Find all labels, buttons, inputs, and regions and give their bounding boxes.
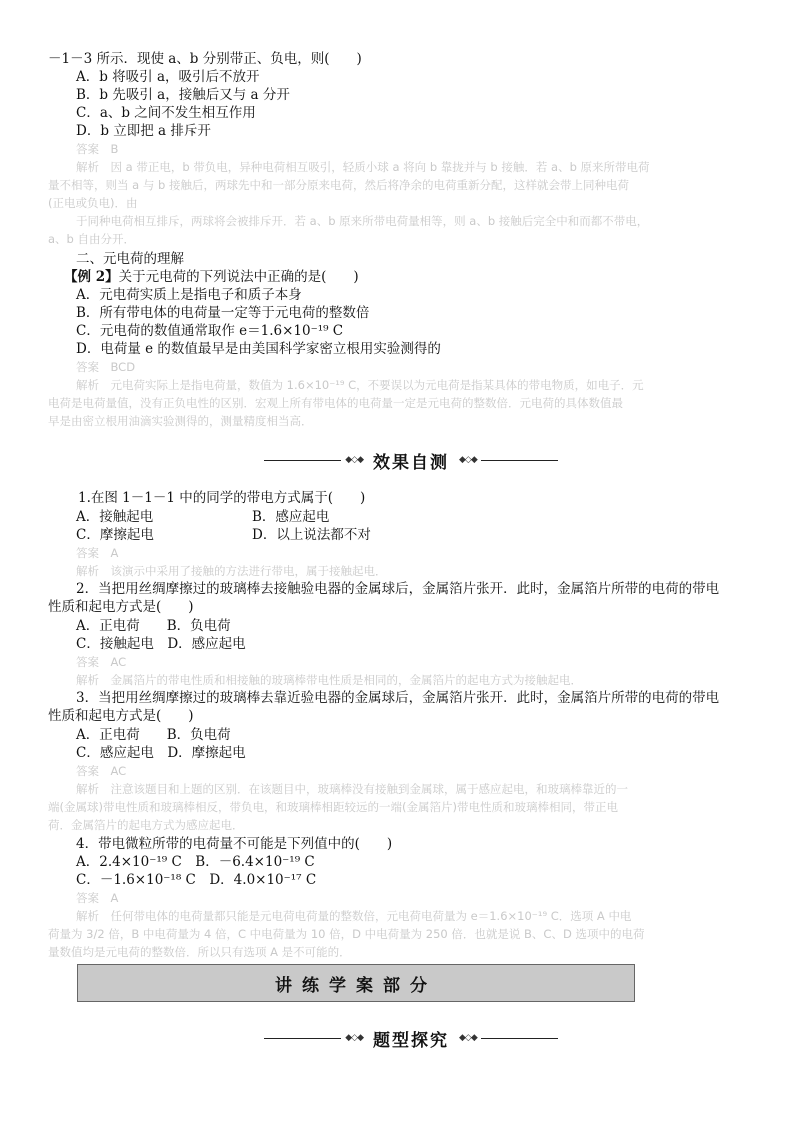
- ornament-icon: ◆◇◆: [345, 1033, 363, 1043]
- divider: [264, 1038, 341, 1039]
- option-a: A．接触起电: [76, 509, 154, 525]
- option-b: B．b 先吸引 a，接触后又与 a 分开: [76, 87, 290, 103]
- section-title: 题型探究: [373, 1030, 449, 1051]
- answer-text: 答案 A: [76, 891, 119, 905]
- explanation-line: 早是由密立根用油滴实验测得的，测量精度相当高．: [48, 414, 313, 428]
- example-question: 关于元电荷的下列说法中正确的是( ): [118, 269, 359, 285]
- section-title-question-types: [264, 1026, 558, 1050]
- divider: [264, 460, 341, 461]
- explanation-line: 解析 元电荷实际上是指电荷量，数值为 1.6×10⁻¹⁹ C，不要误以为元电荷是指某具体的带电物质，如电子．元: [76, 378, 644, 392]
- option-c: C．元电荷的数值通常取作 e＝1.6×10⁻¹⁹ C: [76, 323, 344, 339]
- explanation-line: 解析 任何带电体的电荷量都只能是元电荷电荷量的整数倍，元电荷电荷量为 e＝1.6×10⁻¹⁹ C．选项 A 中电: [76, 909, 632, 923]
- explanation-line: (正电或负电)．由: [48, 196, 138, 210]
- explanation-line: 解析 注意该题目和上题的区别．在该题目中，玻璃棒没有接触到金属球，属于感应起电，和玻璃棒靠近的一: [76, 782, 628, 796]
- question-stem: 性质和起电方式是( ): [48, 708, 194, 724]
- explanation-line: 于同种电荷相互排斥，两球将会被排斥开．若 a、b 原来所带电荷量相等，则 a、b 接触后完全中和而都不带电，: [76, 214, 649, 228]
- section-heading: 二、元电荷的理解: [76, 251, 184, 267]
- question-stem: 3．当把用丝绸摩擦过的玻璃棒去靠近验电器的金属球后，金属箔片张开．此时，金属箔片所带的电荷的带电: [76, 690, 720, 706]
- question-stem: －1－3 所示．现使 a、b 分别带正、负电，则( ): [48, 51, 362, 67]
- explanation-line: 解析 金属箔片的带电性质和相接触的玻璃棒带电性质是相同的，金属箔片的起电方式为接触起电．: [76, 673, 582, 687]
- example-label: 【例 2】: [64, 269, 119, 285]
- option-row: C．接触起电 D．感应起电: [76, 636, 246, 652]
- option-d: D．电荷量 e 的数值最早是由美国科学家密立根用实验测得的: [76, 341, 441, 357]
- option-d: D．以上说法都不对: [252, 527, 371, 543]
- explanation-line: 量数值均是元电荷的整数倍．所以只有选项 A 是不可能的．: [48, 945, 351, 959]
- option-b: B．感应起电: [252, 509, 330, 525]
- divider: [481, 1038, 558, 1039]
- divider: [481, 460, 558, 461]
- section-title: 效果自测: [373, 452, 449, 473]
- option-b: B．所有带电体的电荷量一定等于元电荷的整数倍: [76, 305, 370, 321]
- explanation-line: 荷．金属箔片的起电方式为感应起电．: [48, 818, 244, 832]
- answer-text: 答案 AC: [76, 655, 127, 669]
- explanation-line: 解析 因 a 带正电，b 带负电，异种电荷相互吸引，轻质小球 a 将向 b 靠拢并与 b 接触．若 a、b 原来所带电荷: [76, 160, 650, 174]
- example-stem: [64, 268, 764, 286]
- question-stem: 性质和起电方式是( ): [48, 599, 194, 615]
- option-d: D．b 立即把 a 排斥开: [76, 123, 211, 139]
- answer-text: 答案 AC: [76, 764, 127, 778]
- ornament-icon: ◆◇◆: [345, 455, 363, 465]
- option-c: C．a、b 之间不发生相互作用: [76, 105, 256, 121]
- option-a: A．元电荷实质上是指电子和质子本身: [76, 287, 302, 303]
- section-title-self-test: [264, 448, 558, 472]
- option-a: A．b 将吸引 a，吸引后不放开: [76, 69, 260, 85]
- ornament-icon: ◆◇◆: [459, 455, 477, 465]
- answer-text: 答案 A: [76, 546, 119, 560]
- ornament-icon: ◆◇◆: [459, 1033, 477, 1043]
- option-row: C．感应起电 D．摩擦起电: [76, 745, 246, 761]
- part-banner: [77, 964, 635, 1002]
- explanation-line: 荷量为 3/2 倍，B 中电荷量为 4 倍，C 中电荷量为 10 倍，D 中电荷量为 250 倍．也就是说 B、C、D 选项中的电荷: [48, 927, 645, 941]
- explanation-line: 端(金属球)带电性质和玻璃棒相反，带负电，和玻璃棒相距较远的一端(金属箔片)带电性质和玻璃棒相同，带正电: [48, 800, 618, 814]
- option-row: C．－1.6×10⁻¹⁸ C D．4.0×10⁻¹⁷ C: [76, 872, 317, 888]
- explanation-line: a、b 自由分开．: [48, 232, 136, 246]
- explanation-line: 电荷是电荷量值，没有正负电性的区别．宏观上所有带电体的电荷量一定是元电荷的整数倍．元电荷的具体数值最: [48, 396, 623, 410]
- option-row: A．正电荷 B．负电荷: [76, 618, 231, 634]
- explanation-line: 量不相等，则当 a 与 b 接触后，两球先中和一部分原来电荷，然后将净余的电荷重新分配，这样就会带上同种电荷: [48, 178, 629, 192]
- question-stem: 1.在图 1－1－1 中的同学的带电方式属于( ): [78, 490, 366, 506]
- answer-text: 答案 B: [76, 142, 119, 156]
- question-stem: 4．带电微粒所带的电荷量不可能是下列值中的( ): [76, 836, 393, 852]
- question-stem: 2．当把用丝绸摩擦过的玻璃棒去接触验电器的金属球后，金属箔片张开．此时，金属箔片所带的电荷的带电: [76, 581, 720, 597]
- explanation-line: 解析 该演示中采用了接触的方法进行带电，属于接触起电．: [76, 564, 387, 578]
- banner-label: 讲练学案部分: [275, 975, 437, 996]
- option-row: A．2.4×10⁻¹⁹ C B．－6.4×10⁻¹⁹ C: [76, 854, 315, 870]
- option-row: A．正电荷 B．负电荷: [76, 727, 231, 743]
- answer-text: 答案 BCD: [76, 360, 136, 374]
- option-c: C．摩擦起电: [76, 527, 154, 543]
